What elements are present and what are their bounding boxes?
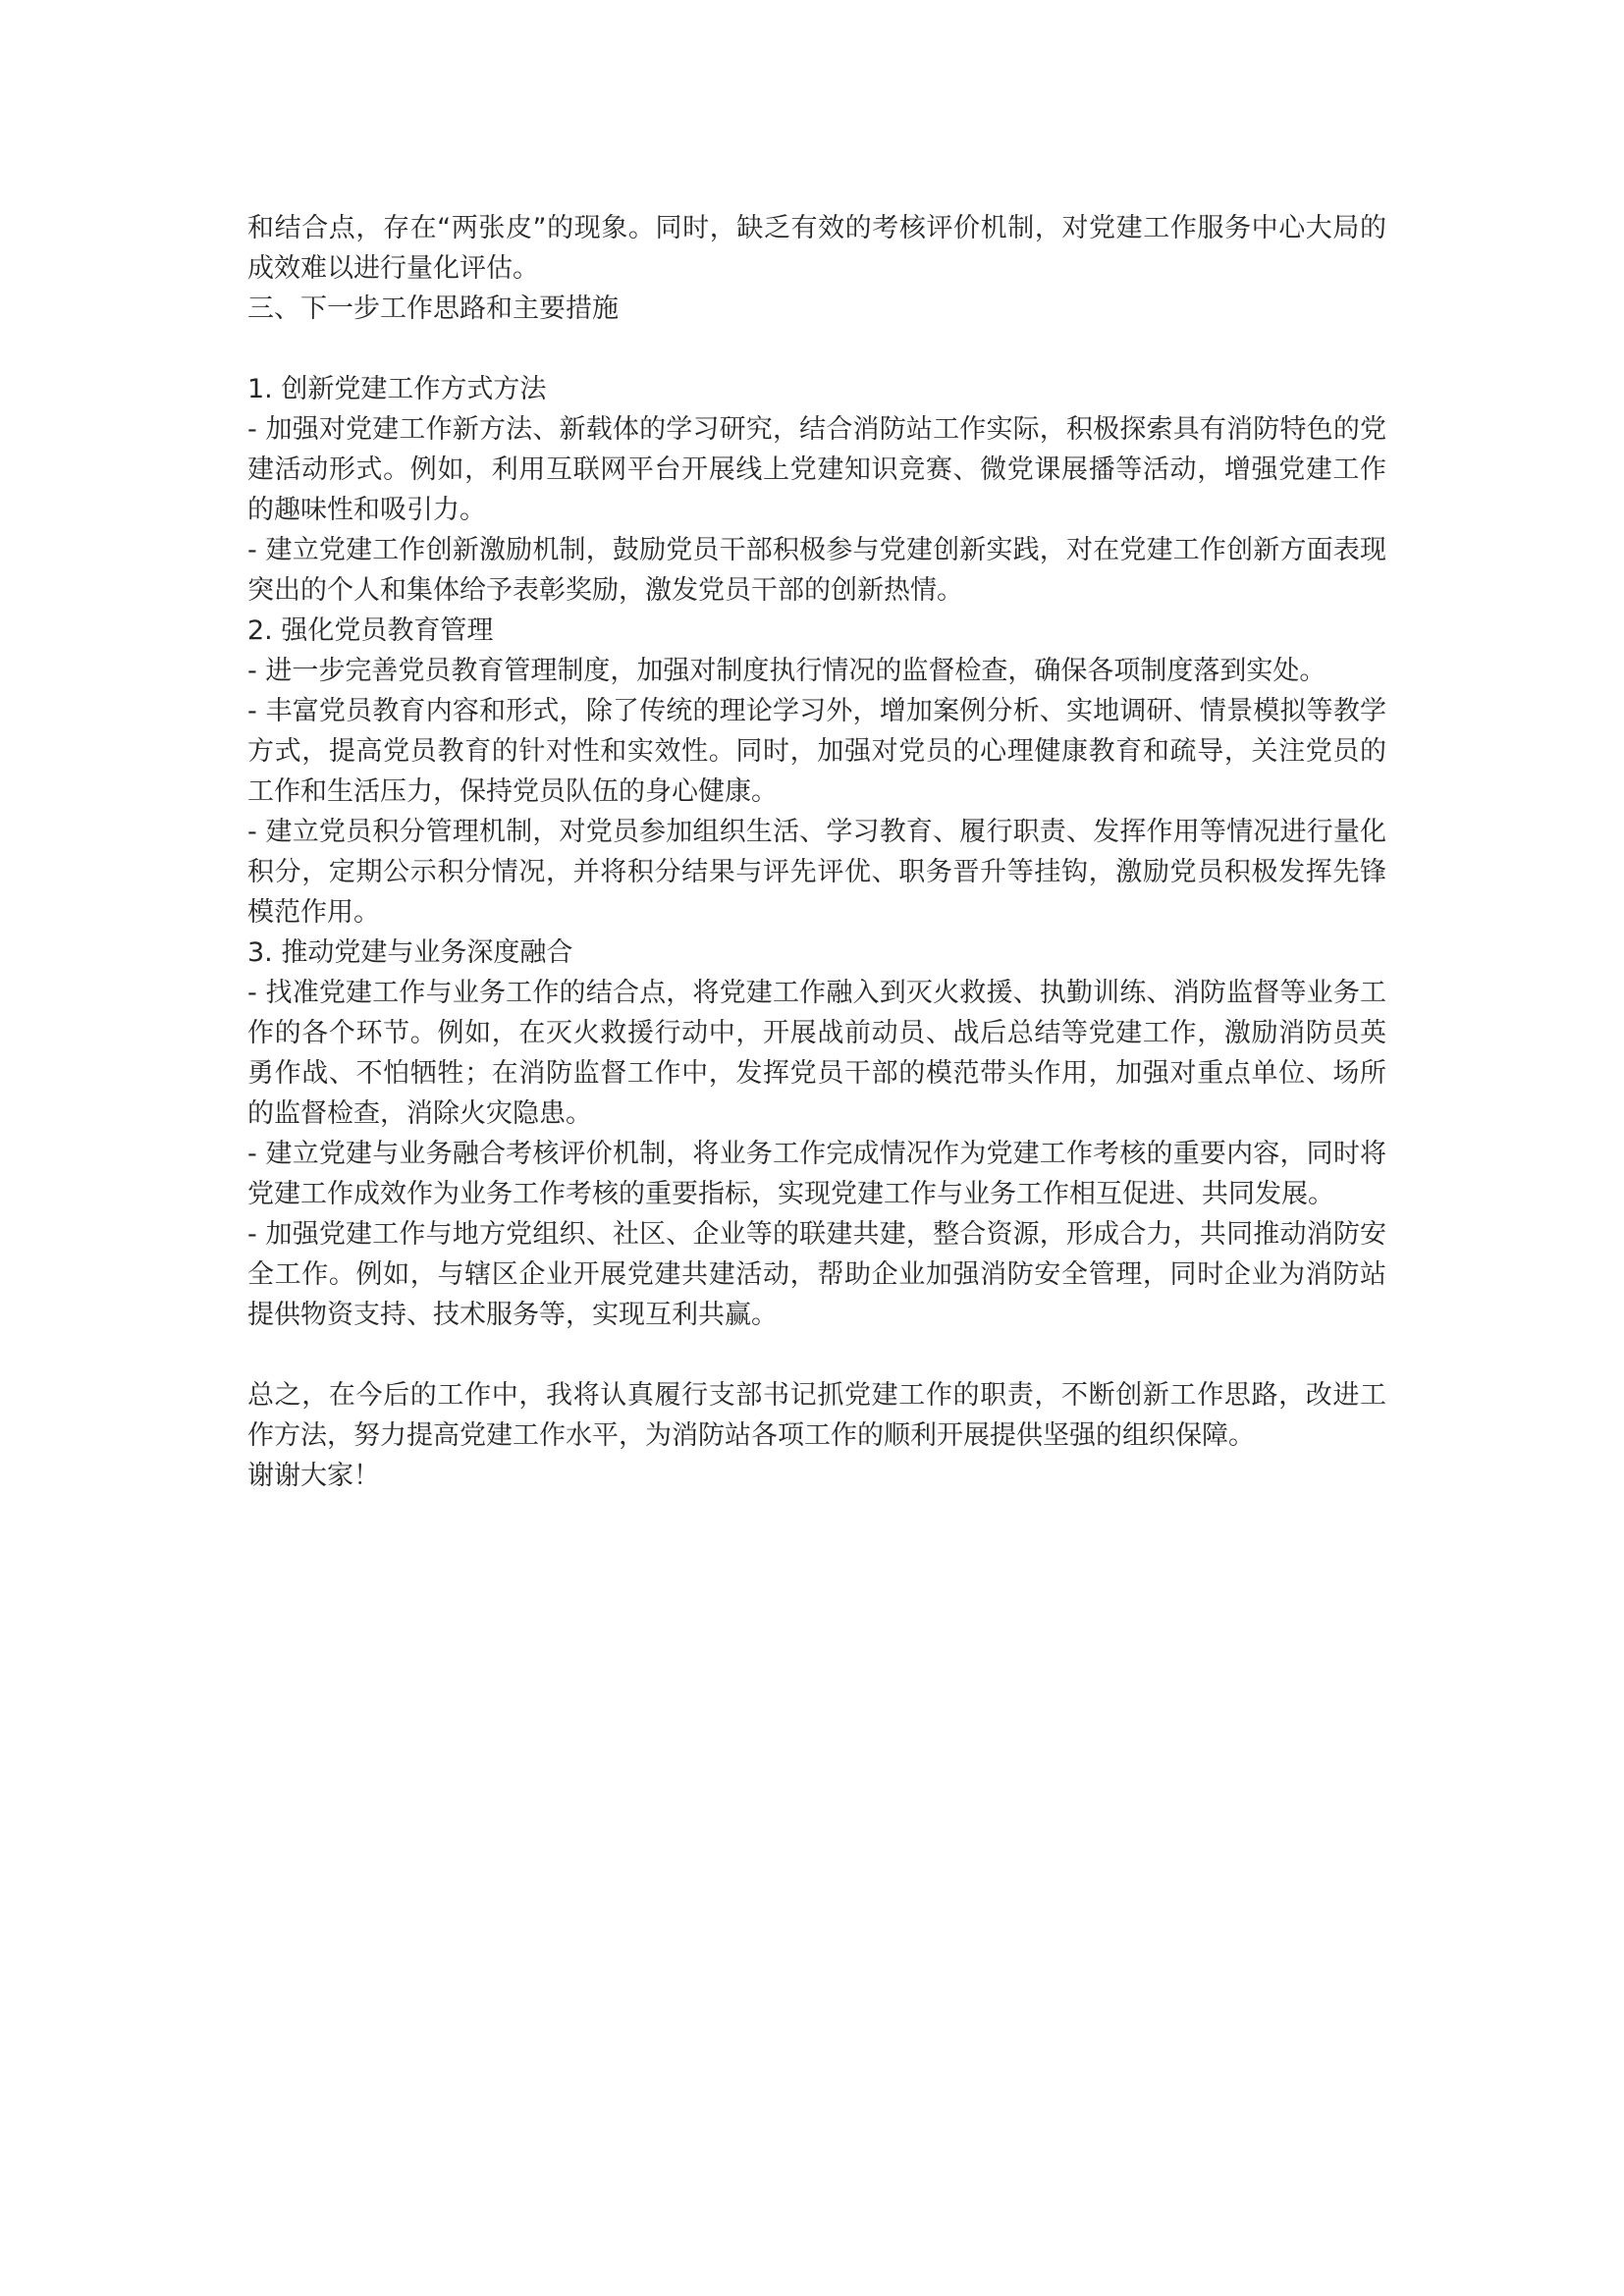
conclusion-paragraph: 总之，在今后的工作中，我将认真履行支部书记抓党建工作的职责，不断创新工作思路，改进工作方法，努力提高党建工作水平，为消防站各项工作的顺利开展提供坚强的组织保障。 bbox=[247, 1380, 1386, 1451]
item-point: - 找准党建工作与业务工作的结合点，将党建工作融入到灭火救援、执勤训练、消防监督等业务工作的各个环节。例如，在灭火救援行动中，开展战前动员、战后总结等党建工作，激励消防员英勇作战、不怕牺牲；在消防监督工作中，发挥党员干部的模范带头作用，加强对重点单位、场所的监督检查，消除火灾隐患。 bbox=[247, 978, 1386, 1129]
item-heading: 3. 推动党建与业务深度融合 bbox=[247, 937, 573, 968]
document-body bbox=[247, 208, 1386, 1496]
section-heading: 三、下一步工作思路和主要措施 bbox=[247, 294, 619, 324]
item-point: - 建立党建与业务融合考核评价机制，将业务工作完成情况作为党建工作考核的重要内容，同时将党建工作成效作为业务工作考核的重要指标，实现党建工作与业务工作相互促进、共同发展。 bbox=[247, 1139, 1386, 1209]
item-point: - 加强对党建工作新方法、新载体的学习研究，结合消防站工作实际，积极探索具有消防特色的党建活动形式。例如，利用互联网平台开展线上党建知识竞赛、微党课展播等活动，增强党建工作的趣味性和吸引力。 bbox=[247, 414, 1386, 525]
item-heading: 2. 强化党员教育管理 bbox=[247, 615, 494, 646]
measures-list bbox=[247, 369, 1386, 1335]
item-point: - 建立党建工作创新激励机制，鼓励党员干部积极参与党建创新实践，对在党建工作创新方面表现突出的个人和集体给予表彰奖励，激发党员干部的创新热情。 bbox=[247, 535, 1386, 606]
item-point: - 建立党员积分管理机制，对党员参加组织生活、学习教育、履行职责、发挥作用等情况进行量化积分，定期公示积分情况，并将积分结果与评先评优、职务晋升等挂钩，激励党员积极发挥先锋模范作用。 bbox=[247, 817, 1386, 928]
item-heading: 1. 创新党建工作方式方法 bbox=[247, 374, 547, 404]
closing-line: 谢谢大家！ bbox=[247, 1461, 380, 1491]
intro-paragraph: 和结合点，存在“两张皮”的现象。同时，缺乏有效的考核评价机制，对党建工作服务中心大局的成效难以进行量化评估。 bbox=[247, 213, 1386, 284]
item-point: - 进一步完善党员教育管理制度，加强对制度执行情况的监督检查，确保各项制度落到实处。 bbox=[247, 656, 1326, 686]
item-point: - 加强党建工作与地方党组织、社区、企业等的联建共建，整合资源，形成合力，共同推动消防安全工作。例如，与辖区企业开展党建共建活动，帮助企业加强消防安全管理，同时企业为消防站提供物资支持、技术服务等，实现互利共赢。 bbox=[247, 1219, 1386, 1330]
item-point: - 丰富党员教育内容和形式，除了传统的理论学习外，增加案例分析、实地调研、情景模拟等教学方式，提高党员教育的针对性和实效性。同时，加强对党员的心理健康教育和疏导，关注党员的工作和生活压力，保持党员队伍的身心健康。 bbox=[247, 696, 1386, 807]
